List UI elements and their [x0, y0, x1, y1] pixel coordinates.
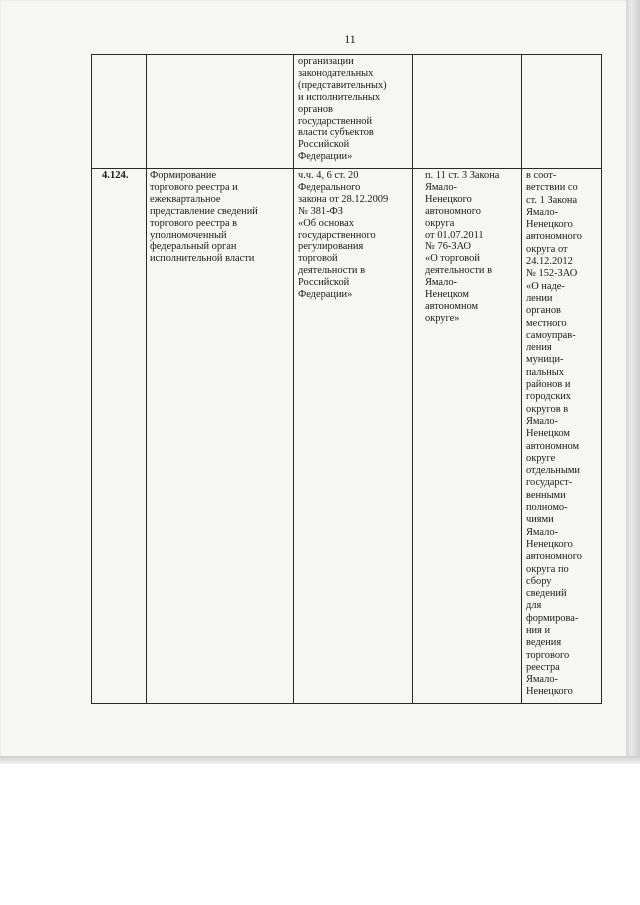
table-column-divider [521, 54, 522, 704]
table-border-left [91, 54, 92, 704]
table-column-divider [412, 54, 413, 704]
page-number: 11 [344, 32, 356, 46]
continued-row-text: организации законодательных (представительных) и исполнительных органов государственной власти субъектов Российской Федерации» [298, 56, 387, 163]
authority-name-cell: Формирование торгового реестра и ежеквартальное представление сведений торгового реестра в уполномоченный федеральный орган исполнительной власти [150, 170, 258, 265]
table-row-divider [91, 168, 602, 169]
table-border-top [91, 54, 602, 55]
legal-basis-cell: в соот- ветствии со ст. 1 Закона Ямало- Ненецкого автономного округа от 24.12.2012 № 152-ЗАО «О наде- лении органов местного самоуправ- ления муници- пальных районов и городских округов в Ямало- Ненецком автономном округе отдельными государст- венными полномо- чиями Ямало- Ненецкого автономного округа по сбору сведений для формирова- ния и ведения торгового реестра Ямало- Ненецкого [526, 170, 582, 698]
regional-law-cell: п. 11 ст. 3 Закона Ямало- Ненецкого автономного округа от 01.07.2011 № 76-ЗАО «О торговой деятельности в Ямало- Ненецком автономном округе» [425, 170, 500, 324]
scan-page-edge [0, 756, 640, 764]
table-border-bottom [91, 703, 602, 704]
row-number: 4.124. [102, 170, 129, 181]
table-column-divider [293, 54, 294, 704]
federal-law-cell: ч.ч. 4, 6 ст. 20 Федерального закона от 28.12.2009 № 381-ФЗ «Об основах государственного регулирования торговой деятельности в Российской Федерации» [298, 170, 389, 301]
document-table [91, 54, 602, 704]
table-border-right [601, 54, 602, 704]
table-column-divider [146, 54, 147, 704]
scan-page-edge [626, 0, 640, 762]
